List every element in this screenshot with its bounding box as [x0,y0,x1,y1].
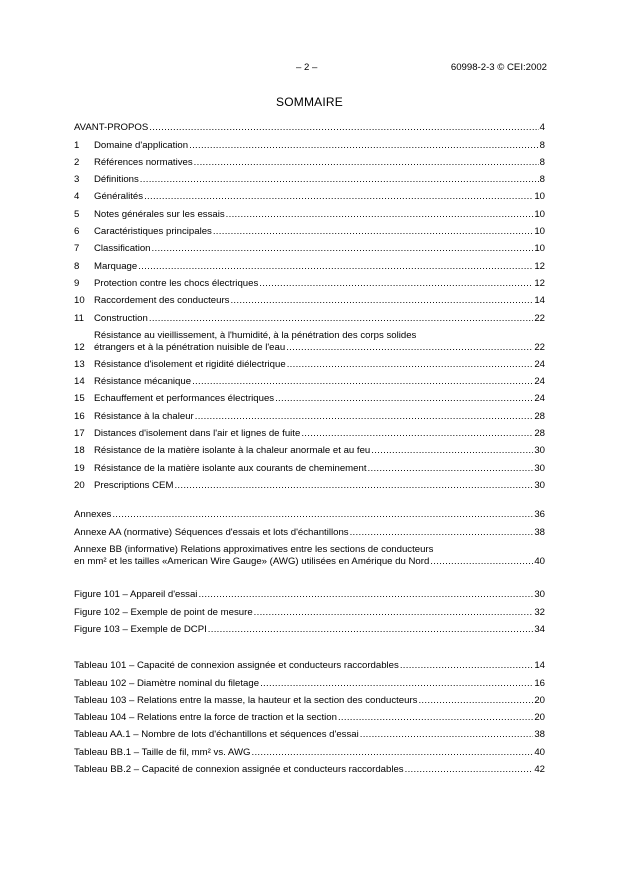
toc-entry-page: 14 [534,660,545,672]
toc-entry[interactable] [74,672,545,689]
toc-entry-number: 13 [74,358,85,370]
toc-entry-label-line1: Résistance au vieillissement, à l'humidité, à la pénétration des corps solides [94,329,417,341]
toc-entry-line2 [94,342,545,354]
dot-leader [259,278,533,290]
toc-entry-page: 28 [534,410,545,422]
toc-entry-label: Résistance de la matière isolante à la chaleur anormale et au feu [94,445,371,457]
toc-entry-page: 12 [534,277,545,289]
toc-entry-page: 38 [534,526,545,538]
toc-entry-page: 16 [534,677,545,689]
toc-entry-label-line2: étrangers et à la pénétration nuisible de l'eau [94,341,286,353]
toc-entry-number: 19 [74,462,85,474]
toc-entry-text [94,330,545,354]
toc-entry[interactable] [74,152,545,169]
toc-entry-page: 8 [539,139,545,151]
toc-entry[interactable] [74,186,545,203]
dot-leader [189,140,539,152]
toc-entry-page: 40 [534,746,545,758]
toc-entry[interactable] [74,354,545,371]
toc-entry-page: 30 [534,445,545,457]
toc-entry-number: 17 [74,428,85,440]
toc-entry[interactable] [74,405,545,422]
toc-entry-number: 9 [74,277,80,289]
standard-reference: 60998-2-3 © CEI:2002 [450,62,547,73]
toc-entry[interactable] [74,601,545,618]
toc-entry[interactable] [74,423,545,440]
toc-entry-label: Tableau AA.1 – Nombre de lots d'échantillons et séquences d'essai [74,729,359,741]
toc-entry-label: Marquage [94,260,138,272]
toc-entry-number: 8 [74,260,80,272]
toc-entry-label: Références normatives [94,156,193,168]
toc-entry-label: Résistance de la matière isolante aux courants de cheminement [94,462,367,474]
toc-entry-page: 24 [534,393,545,405]
toc-entry-label: Tableau 104 – Relations entre la force de traction et la section [74,712,337,724]
toc-entry-page: 38 [534,729,545,741]
dot-leader [198,589,533,601]
toc-entry-number: 11 [74,312,84,324]
toc-entry-multiline[interactable] [74,325,545,354]
toc-entry-page: 8 [539,156,545,168]
toc-entry-label: Résistance mécanique [94,376,192,388]
toc-entry-label: Tableau BB.1 – Taille de fil, mm² vs. AWG [74,746,251,758]
toc-entry-page: 4 [539,122,545,134]
toc-entry-label: Tableau BB.2 – Capacité de connexion assignée et conducteurs raccordables [74,764,404,776]
toc-entry[interactable] [74,457,545,474]
dot-leader [192,376,533,388]
toc-entry-page: 34 [534,623,545,635]
toc-entry[interactable] [74,584,545,601]
toc-entry[interactable] [74,203,545,220]
dot-leader [152,243,534,255]
toc-entry[interactable] [74,238,545,255]
toc-entry-page: 8 [539,174,545,186]
toc-entry-page: 36 [534,509,545,521]
toc-entry-label-line2: en mm² et les tailles «American Wire Gauge» (AWG) utilisées en Amérique du Nord [74,555,430,567]
dot-leader [138,261,533,273]
toc-entry-page: 24 [534,358,545,370]
toc-entry-label: Définitions [94,174,139,186]
toc-entry-label: Figure 103 – Exemple de DCPI [74,623,207,635]
toc-entry[interactable] [74,221,545,238]
toc-entry-label: AVANT-PROPOS [74,122,149,134]
dot-leader [287,359,534,371]
dot-leader [338,712,533,724]
toc-entry-label: Caractéristiques principales [94,226,212,238]
toc-entry-number: 7 [74,243,80,255]
dot-leader [405,764,534,776]
dot-leader [195,411,534,423]
dot-leader [275,393,533,405]
toc-entry-number: 15 [74,393,85,405]
dot-leader [301,428,533,440]
toc-entry-label: Résistance à la chaleur [94,410,194,422]
toc-entry[interactable] [74,255,545,272]
dot-leader [400,660,534,672]
dot-leader [350,527,534,539]
toc-entry-number: 1 [74,139,80,151]
dot-leader [368,463,534,475]
toc-entry-page: 28 [534,428,545,440]
toc-entry[interactable] [74,707,545,724]
toc-entry[interactable] [74,741,545,758]
toc-entry-label: Tableau 102 – Diamètre nominal du filetage [74,677,260,689]
dot-leader [260,678,533,690]
toc-entry-page: 20 [534,712,545,724]
toc-entry-number: 18 [74,445,85,457]
dot-leader [430,556,533,568]
dot-leader [418,695,533,707]
toc-entry-number: 14 [74,376,85,388]
toc-entry[interactable] [74,475,545,492]
toc-entry[interactable] [74,371,545,388]
toc-entry-number: 4 [74,191,80,203]
toc-entry[interactable] [74,759,545,776]
toc-entry[interactable] [74,307,545,324]
toc-entry[interactable] [74,134,545,151]
toc-entry-page: 42 [534,764,545,776]
toc-entry-number: 3 [74,174,80,186]
toc-entry-label-line1: Annexe BB (informative) Relations approximatives entre les sections de conducteurs [74,543,434,555]
toc-entry-multiline[interactable] [74,539,545,568]
toc-main-section [74,117,545,492]
dot-leader [174,480,533,492]
toc-entry-label: Figure 101 – Appareil d'essai [74,589,198,601]
dot-leader [144,191,533,203]
dot-leader [254,607,534,619]
toc-entry[interactable] [74,290,545,307]
toc-entry[interactable] [74,273,545,290]
toc-entry-label: Construction [94,312,148,324]
dot-leader [213,226,533,238]
toc-entry-label: Annexe AA (normative) Séquences d'essais et lots d'échantillons [74,526,349,538]
toc-entry-label: Annexes [74,509,112,521]
toc-entry[interactable] [74,655,545,672]
toc-entry-page: 40 [534,555,545,567]
toc-entry-page: 24 [534,376,545,388]
toc-figures-section [74,584,545,636]
toc-entry-page: 30 [534,589,545,601]
toc-entry-label: Domaine d'application [94,139,189,151]
toc-entry[interactable] [74,117,545,134]
toc-tables-section [74,655,545,776]
toc-entry-text [74,544,545,568]
toc-entry-page: 10 [534,243,545,255]
toc-entry-number: 6 [74,226,80,238]
dot-leader [208,624,534,636]
toc-entry-page: 22 [534,341,545,353]
dot-leader [194,157,539,169]
toc-entry[interactable] [74,690,545,707]
toc-entry-number: 2 [74,156,80,168]
toc-entry[interactable] [74,388,545,405]
toc-entry-label: Echauffement et performances électriques [94,393,275,405]
toc-entry-label: Tableau 101 – Capacité de connexion assignée et conducteurs raccordables [74,660,399,672]
toc-entry-number: 20 [74,479,85,491]
dot-leader [371,445,533,457]
toc-entry-label: Généralités [94,191,144,203]
toc-entry-number: 10 [74,295,85,307]
toc-entry-label: Distances d'isolement dans l'air et lignes de fuite [94,428,301,440]
toc-entry-line2 [74,556,545,568]
dot-leader [112,509,533,521]
toc-entry[interactable] [74,619,545,636]
toc-entry-page: 10 [534,191,545,203]
toc-entry-label: Notes générales sur les essais [94,208,225,220]
toc-entry-label: Tableau 103 – Relations entre la masse, la hauteur et la section des conducteurs [74,694,418,706]
toc-entry-label: Résistance d'isolement et rigidité diélectrique [94,358,286,370]
page-title: SOMMAIRE [276,95,343,109]
dot-leader [286,342,533,354]
toc-entry-page: 30 [534,462,545,474]
toc-entry-number: 16 [74,410,85,422]
page-number: – 2 – [296,62,318,73]
toc-entry-page: 12 [534,260,545,272]
toc-entry-page: 22 [534,312,545,324]
toc-entry-number: 5 [74,208,80,220]
dot-leader [252,747,534,759]
toc-entry[interactable] [74,521,545,538]
toc-entry[interactable] [74,504,545,521]
toc-entry-page: 10 [534,226,545,238]
toc-entry-page: 20 [534,694,545,706]
dot-leader [149,122,538,134]
toc-entry-label: Protection contre les chocs électriques [94,277,259,289]
toc-entry-page: 32 [534,606,545,618]
toc-annexes-section [74,504,545,568]
toc-entry[interactable] [74,724,545,741]
toc-entry-label: Raccordement des conducteurs [94,295,230,307]
toc-entry[interactable] [74,440,545,457]
dot-leader [230,295,533,307]
toc-entry-page: 14 [534,295,545,307]
toc-entry-label: Figure 102 – Exemple de point de mesure [74,606,253,618]
dot-leader [149,313,533,325]
toc-entry-label: Classification [94,243,151,255]
dot-leader [360,729,534,741]
toc-entry-page: 10 [534,208,545,220]
toc-entry[interactable] [74,169,545,186]
dot-leader [140,174,539,186]
toc-entry-page: 30 [534,479,545,491]
toc-entry-label: Prescriptions CEM [94,479,174,491]
toc-entry-number: 12 [74,341,85,353]
dot-leader [226,209,534,221]
